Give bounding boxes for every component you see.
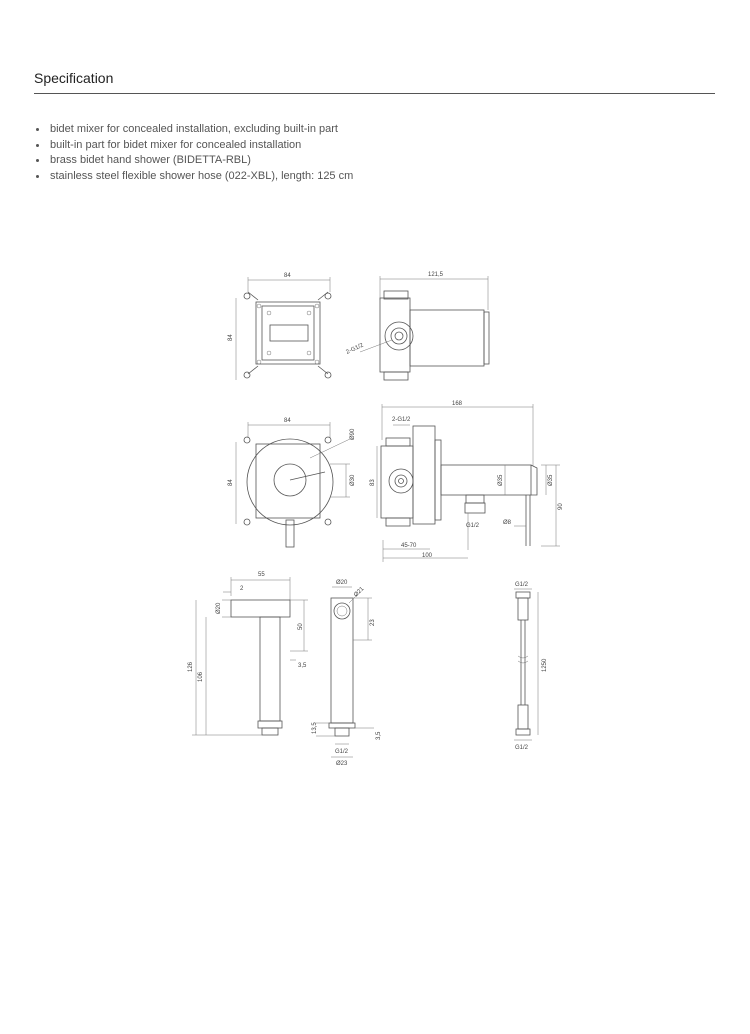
dim-84-side: 84 xyxy=(228,334,234,341)
dim-45-70: 45-70 xyxy=(401,543,417,549)
dim-3-5-c: 3,5 xyxy=(298,663,307,669)
dim-100: 100 xyxy=(422,553,433,559)
dim-55: 55 xyxy=(258,572,265,578)
mixer-front-view xyxy=(228,418,356,547)
dim-126: 126 xyxy=(188,661,194,672)
spec-item: stainless steel flexible shower hose (022-XBL), length: 125 cm xyxy=(34,169,353,185)
dim-106: 106 xyxy=(198,671,204,682)
spec-item: bidet mixer for concealed installation, excluding built-in part xyxy=(34,122,353,138)
dim-d20: Ø20 xyxy=(216,602,222,614)
dim-g12-e: G1/2 xyxy=(515,582,529,588)
dim-1250: 1250 xyxy=(542,658,548,672)
dim-d90: Ø90 xyxy=(350,428,356,440)
dim-50: 50 xyxy=(298,623,304,630)
dim-d8: Ø8 xyxy=(503,520,512,526)
dim-d23-b: Ø23 xyxy=(336,761,348,767)
dim-90: 90 xyxy=(558,503,564,510)
dim-23: 23 xyxy=(370,619,376,626)
hand-shower-side-view xyxy=(188,572,308,735)
builtin-box-side-view xyxy=(345,272,489,380)
dim-g12-c: G1/2 xyxy=(466,523,480,529)
dim-84-mid: 84 xyxy=(284,418,291,424)
dim-2-g12-a: 2-G1/2 xyxy=(345,342,365,356)
page-title: Specification xyxy=(34,70,114,86)
dim-3-5-d: 3,5 xyxy=(376,731,382,740)
hand-shower-front-view xyxy=(312,580,382,767)
dim-13-5: 13,5 xyxy=(312,722,318,734)
builtin-box-front-view xyxy=(228,273,331,380)
dim-d35-a: Ø35 xyxy=(498,474,504,486)
dim-83: 83 xyxy=(370,479,376,486)
spec-item: brass bidet hand shower (BIDETTA-RBL) xyxy=(34,153,353,169)
dim-d35-b: Ø35 xyxy=(548,474,554,486)
mixer-side-view xyxy=(370,401,564,562)
dim-2-g12-b: 2-G1/2 xyxy=(392,417,411,423)
dim-d21: Ø21 xyxy=(353,586,366,599)
shower-hose-view xyxy=(514,582,548,751)
dim-84-mid-side: 84 xyxy=(228,479,234,486)
dim-d30: Ø30 xyxy=(350,474,356,486)
dim-g12-d: G1/2 xyxy=(335,749,349,755)
spec-item: built-in part for bidet mixer for concealed installation xyxy=(34,138,353,154)
dim-2: 2 xyxy=(240,586,244,592)
dim-168: 168 xyxy=(452,401,463,407)
dim-121-5: 121,5 xyxy=(428,272,444,278)
dim-g12-f: G1/2 xyxy=(515,745,529,751)
dim-84-top: 84 xyxy=(284,273,291,279)
dim-d20-b: Ø20 xyxy=(336,580,348,586)
